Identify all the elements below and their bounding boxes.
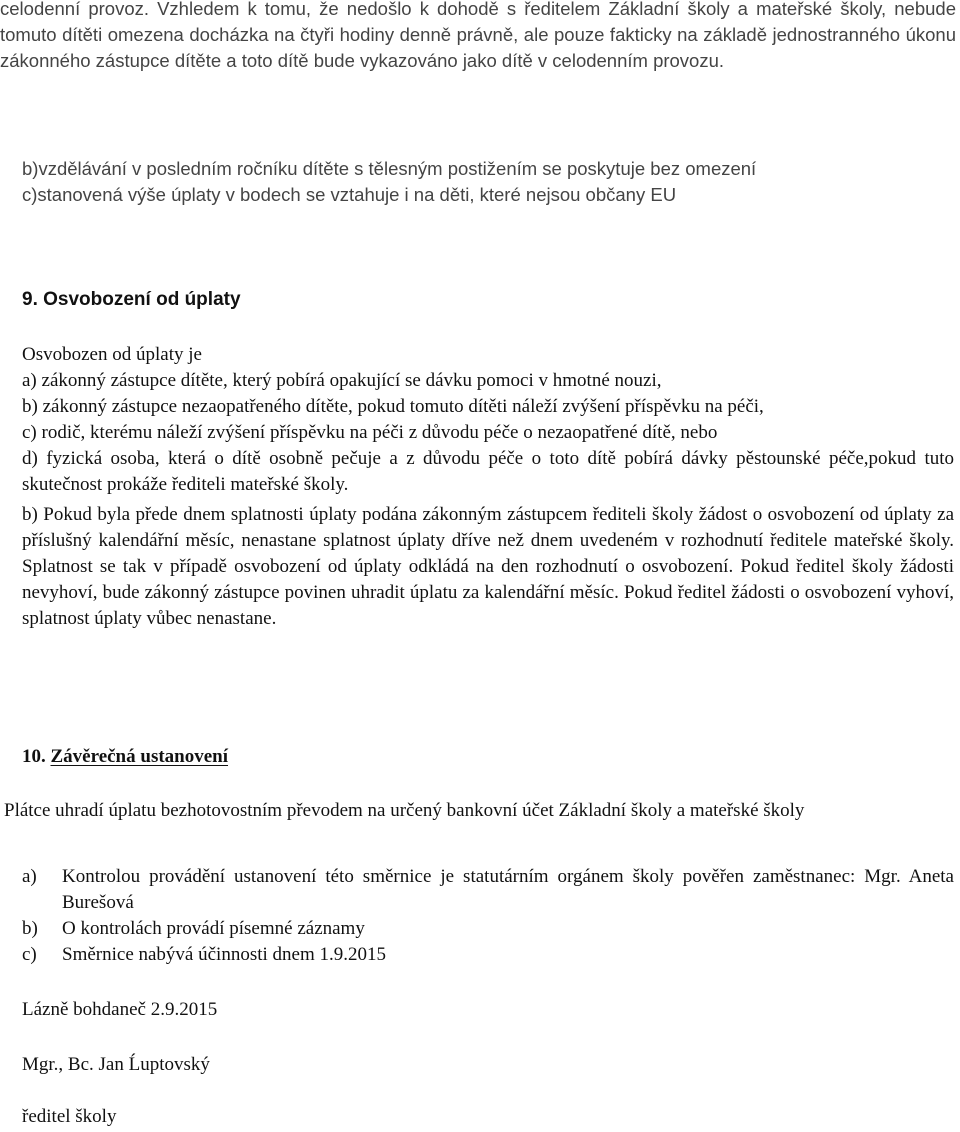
final-item-a	[22, 864, 954, 916]
section-9-intro: Osvobozen od úplaty je	[22, 344, 202, 365]
payment-paragraph: Plátce uhradí úplatu bezhotovostním převodem na určený bankovní účet Základní školy a mateřské školy	[4, 800, 805, 821]
section-9-paragraph: b) Pokud byla přede dnem splatnosti úplaty podána zákonným zástupcem řediteli školy žádost o osvobození od úplaty za příslušný kalendářní měsíc, nenastane splatnost úplaty dříve než dnem uvedeném v rozhodnutí ředitele mateřské školy. Splatnost se tak v případě osvobození od úplaty odkládá na den rozhodnutí o osvobození. Pokud ředitel školy žádosti nevyhoví, bude zákonný zástupce povinen uhradit úplatu za kalendářní měsíc. Pokud ředitel žádosti o osvobození vyhoví, splatnost úplaty vůbec nenastane.	[22, 504, 954, 629]
section-9-item-b: b) zákonný zástupce nezaopatřeného dítěte, pokud tomuto dítěti náleží zvýšení příspěvku na péči,	[22, 396, 764, 417]
section-9-item-c: c) rodič, kterému náleží zvýšení příspěvku na péči z důvodu péče o nezaopatřené dítě, nebo	[22, 422, 718, 443]
final-item-c	[22, 942, 954, 968]
final-item-c-text: Směrnice nabývá účinnosti dnem 1.9.2015	[62, 944, 386, 965]
note-b: b)vzdělávání v posledním ročníku dítěte s tělesným postižením se poskytuje bez omezení	[22, 158, 757, 179]
final-item-c-label: c)	[22, 944, 37, 965]
section-10-number: 10.	[22, 746, 46, 767]
intro-paragraph: celodenní provoz. Vzhledem k tomu, že nedošlo k dohodě s ředitelem Základní školy a mateřské školy, nebude tomuto dítěti omezena docházka na čtyři hodiny denně právně, ale pouze fakticky na základě jednostranného úkonu zákonného zástupce dítěte a toto dítě bude vykazováno jako dítě v celodenním provozu.	[0, 0, 956, 71]
signatory-name: Mgr., Bc. Jan Ĺuptovský	[22, 1054, 210, 1075]
final-item-a-label: a)	[22, 866, 37, 887]
final-item-a-text: Kontrolou provádění ustanovení této směrnice je statutárním orgánem školy pověřen zaměstnanec: Mgr. Aneta Burešová	[62, 866, 954, 913]
note-c: c)stanovená výše úplaty v bodech se vztahuje i na děti, které nejsou občany EU	[22, 184, 677, 205]
final-item-b	[22, 916, 954, 942]
signatory-role: ředitel školy	[22, 1106, 117, 1127]
section-10-title: Závěrečná ustanovení	[50, 746, 229, 767]
section-9-item-a: a) zákonný zástupce dítěte, který pobírá opakující se dávku pomoci v hmotné nouzi,	[22, 370, 662, 391]
section-9-title: 9. Osvobození od úplaty	[22, 289, 241, 310]
final-item-b-text: O kontrolách provádí písemné záznamy	[62, 918, 365, 939]
final-item-b-label: b)	[22, 918, 38, 939]
place-date: Lázně bohdaneč 2.9.2015	[22, 999, 218, 1020]
section-10-heading	[22, 744, 954, 770]
section-9-item-d: d) fyzická osoba, která o dítě osobně pečuje a z důvodu péče o toto dítě pobírá dávky pěstounské péče,pokud tuto skutečnost prokáže řediteli mateřské školy.	[22, 448, 954, 495]
